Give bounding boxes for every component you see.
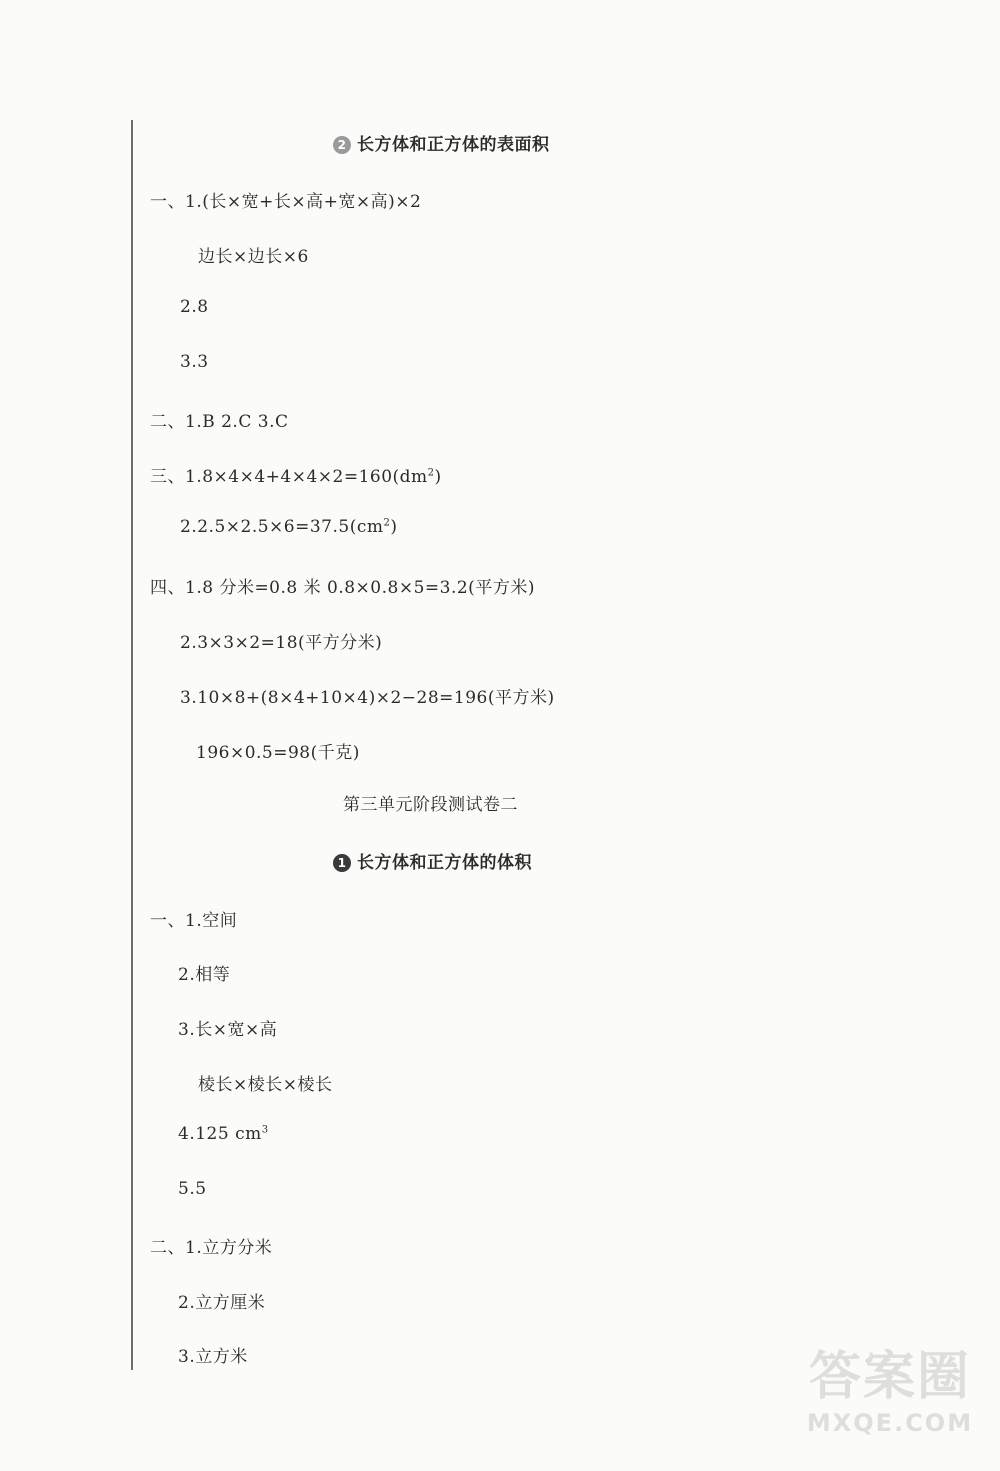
answer-line: 边长×边长×6: [198, 247, 309, 267]
answer-line: 2.相等: [178, 965, 231, 985]
section-heading-volume: [333, 848, 532, 873]
answer-line: 196×0.5=98(千克): [196, 743, 360, 763]
answer-text: 4.125 cm: [178, 1124, 262, 1144]
answer-text: 2.2.5×2.5×6=37.5(cm: [180, 517, 384, 537]
answer-text: 三、1.8×4×4+4×4×2=160(dm: [150, 467, 428, 487]
close-paren: ): [434, 467, 442, 487]
answer-line: 3.3: [180, 352, 209, 372]
section-heading-surface-area: [333, 130, 550, 155]
answer-line: 3.10×8+(8×4+10×4)×2−28=196(平方米): [180, 688, 555, 708]
answer-line: 3.长×宽×高: [178, 1020, 278, 1040]
answer-line: 2.立方厘米: [178, 1293, 266, 1313]
section-title: 长方体和正方体的体积: [357, 853, 532, 873]
section-title: 长方体和正方体的表面积: [357, 135, 550, 155]
answer-line: 5.5: [178, 1179, 207, 1199]
answer-line: 二、1.B 2.C 3.C: [150, 412, 289, 432]
answer-line: 3.立方米: [178, 1347, 248, 1367]
superscript: 3: [261, 1124, 269, 1136]
watermark-logo: [800, 1345, 980, 1465]
superscript: 2: [383, 517, 391, 529]
number-badge-icon: 1: [333, 854, 351, 872]
close-paren: ): [390, 517, 398, 537]
watermark-text: 答案圈: [808, 1347, 971, 1407]
answer-line: [178, 1124, 269, 1144]
number-badge-icon: 2: [333, 136, 351, 154]
answer-line: 二、1.立方分米: [150, 1238, 273, 1258]
answer-line: 一、1.(长×宽+长×高+宽×高)×2: [150, 192, 422, 212]
watermark-url: MXQE.COM: [806, 1409, 974, 1437]
answer-line: 棱长×棱长×棱长: [198, 1075, 333, 1095]
answer-line: 2.3×3×2=18(平方分米): [180, 633, 383, 653]
answer-line: [180, 517, 397, 537]
answer-line: [150, 462, 442, 487]
answer-line: 四、1.8 分米=0.8 米 0.8×0.8×5=3.2(平方米): [150, 578, 535, 598]
superscript: 2: [427, 467, 435, 479]
test-title: 第三单元阶段测试卷二: [343, 795, 518, 815]
margin-rule: [131, 120, 133, 1370]
answer-line: 一、1.空间: [150, 911, 238, 931]
answer-line: 2.8: [180, 297, 209, 317]
